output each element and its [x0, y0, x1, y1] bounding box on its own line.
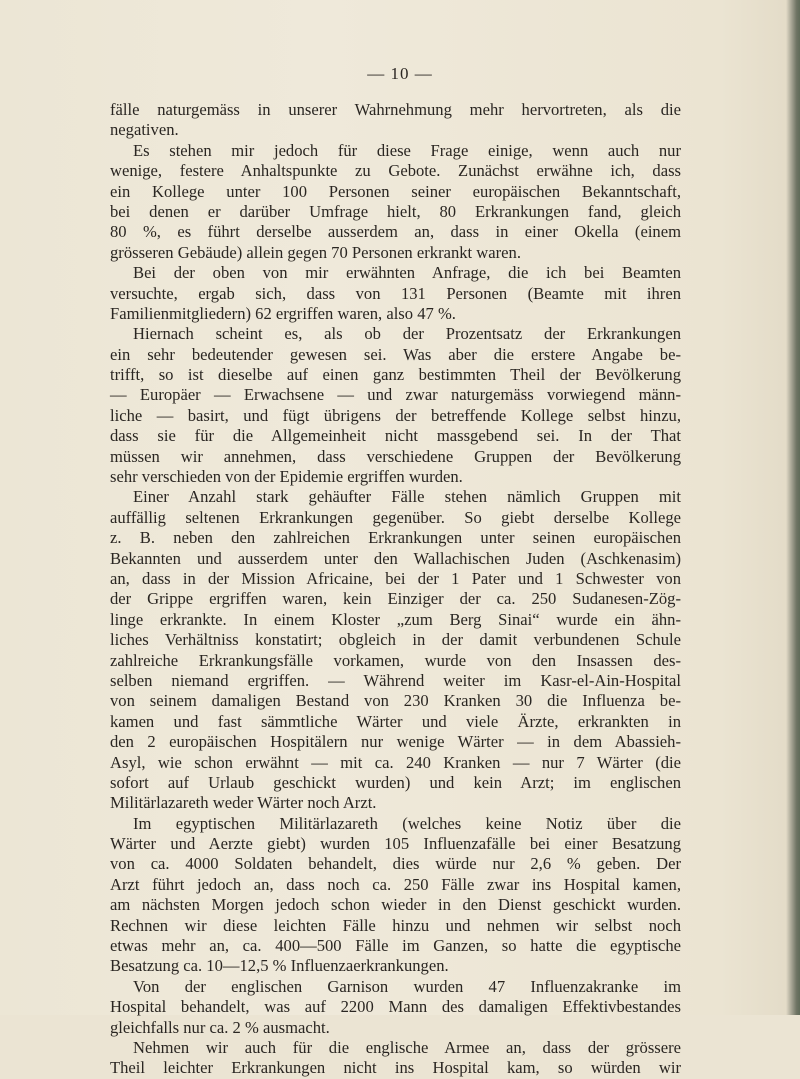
text-line: trifft, so ist dieselbe auf einen ganz bestimmten Theil der Bevölkerung — [110, 365, 681, 385]
text-line: negativen. — [110, 120, 179, 140]
text-line: ein Kollege unter 100 Personen seiner europäischen Bekanntschaft, — [110, 181, 681, 201]
text-line: z. B. neben den zahlreichen Erkrankungen unter seinen europäischen — [110, 528, 681, 548]
paragraph — [110, 977, 681, 1038]
text-line: sehr verschieden von der Epidemie ergriffen wurden. — [110, 467, 463, 487]
text-line: bei denen er darüber Umfrage hielt, 80 Erkrankungen fand, gleich — [110, 201, 681, 221]
text-line: der Grippe ergriffen waren, kein Einziger der ca. 250 Sudanesen-Zög- — [110, 589, 681, 609]
text-line: Im egyptischen Militärlazareth (welches keine Notiz über die — [133, 813, 681, 833]
text-line: von ca. 4000 Soldaten behandelt, dies würde nur 2,6 % geben. Der — [110, 854, 681, 874]
paragraph — [110, 263, 681, 324]
paragraph — [110, 814, 681, 977]
text-line: müssen wir annehmen, dass verschiedene Gruppen der Bevölkerung — [110, 446, 681, 466]
text-line: Bekannten und ausserdem unter den Wallachischen Juden (Aschkenasim) — [110, 548, 681, 568]
text-line: 80 %, es führt derselbe ausserdem an, dass in einer Okella (einem — [110, 222, 681, 242]
text-line: Bei der oben von mir erwähnten Anfrage, die ich bei Beamten — [133, 263, 681, 283]
text-line: Wärter und Aerzte giebt) wurden 105 Influenzafälle bei einer Besatzung — [110, 834, 681, 854]
page-number: — 10 — — [367, 64, 433, 83]
text-line: Hospital behandelt, was auf 2200 Mann des damaligen Effektivbestandes — [110, 997, 681, 1017]
text-line: etwas mehr an, ca. 400—500 Fälle im Ganzen, so hatte die egyptische — [110, 936, 681, 956]
paragraph — [110, 141, 681, 263]
text-line: kamen und fast sämmtliche Wärter und viele Ärzte, erkrankten in — [110, 711, 681, 731]
text-line: sofort auf Urlaub geschickt wurden) und kein Arzt; im englischen — [110, 772, 681, 792]
text-line: von seinem damaligen Bestand von 230 Kranken 30 die Influenza be- — [110, 691, 681, 711]
text-line: fälle naturgemäss in unserer Wahrnehmung mehr hervortreten, als die — [110, 100, 681, 119]
page-edge-shadow — [786, 0, 800, 1015]
paragraph — [110, 100, 681, 141]
text-line: — Europäer — Erwachsene — und zwar naturgemäss vorwiegend männ- — [110, 385, 681, 405]
paragraph — [110, 487, 681, 813]
paragraph — [110, 324, 681, 487]
text-line: Nehmen wir auch für die englische Armee an, dass der grössere — [133, 1037, 681, 1057]
text-line: grösseren Gebäude) allein gegen 70 Personen erkrankt waren. — [110, 242, 521, 262]
text-line: selben niemand ergriffen. — Während weiter im Kasr-el-Ain-Hospital — [110, 670, 681, 690]
text-line: Besatzung ca. 10—12,5 % Influenzaerkrankungen. — [110, 956, 449, 976]
text-line: Einer Anzahl stark gehäufter Fälle stehen nämlich Gruppen mit — [133, 487, 681, 507]
text-line: liche — basirt, und fügt übrigens der betreffende Kollege selbst hinzu, — [110, 405, 681, 425]
text-line: am nächsten Morgen jedoch schon wieder in den Dienst geschickt wurden. — [110, 895, 681, 915]
text-line: Familienmitgliedern) 62 ergriffen waren, also 47 %. — [110, 303, 456, 323]
text-line: Militärlazareth weder Wärter noch Arzt. — [110, 793, 377, 813]
text-line: Arzt führt jedoch an, dass noch ca. 250 Fälle zwar ins Hospital kamen, — [110, 874, 681, 894]
text-line: Es stehen mir jedoch für diese Frage einige, wenn auch nur — [133, 140, 681, 160]
text-line: den 2 europäischen Hospitälern nur wenige Wärter — in dem Abassieh- — [110, 732, 681, 752]
text-line: ein sehr bedeutender gewesen sei. Was aber die erstere Angabe be- — [110, 344, 681, 364]
text-line: Rechnen wir diese leichten Fälle hinzu und nehmen wir selbst noch — [110, 915, 681, 935]
text-line: an, dass in der Mission Africaine, bei der 1 Pater und 1 Schwester von — [110, 568, 681, 588]
text-line: auffällig seltenen Erkrankungen gegenüber. So giebt derselbe Kollege — [110, 507, 681, 527]
text-line: zahlreiche Erkrankungsfälle vorkamen, wurde von den Insassen des- — [110, 650, 681, 670]
text-line: Theil leichter Erkrankungen nicht ins Hospital kam, so würden wir — [110, 1058, 681, 1078]
text-line: wenige, festere Anhaltspunkte zu Gebote. Zunächst erwähne ich, dass — [110, 161, 681, 181]
text-line: Hiernach scheint es, als ob der Prozentsatz der Erkrankungen — [133, 324, 681, 344]
paragraph — [110, 1038, 681, 1079]
text-line: dass sie für die Allgemeinheit nicht massgebend sei. In der That — [110, 426, 681, 446]
text-line: versuchte, ergab sich, dass von 131 Personen (Beamte mit ihren — [110, 283, 681, 303]
text-line: linge erkrankte. In einem Kloster „zum Berg Sinai“ wurde ein ähn- — [110, 609, 681, 629]
text-line: liches Verhältniss konstatirt; obgleich in der damit verbundenen Schule — [110, 630, 681, 650]
text-line: Asyl, wie schon erwähnt — mit ca. 240 Kranken — nur 7 Wärter (die — [110, 752, 681, 772]
body-text — [110, 100, 681, 1079]
text-line: gleichfalls nur ca. 2 % ausmacht. — [110, 1017, 330, 1037]
text-line: Von der englischen Garnison wurden 47 Influenzakranke im — [133, 976, 681, 996]
